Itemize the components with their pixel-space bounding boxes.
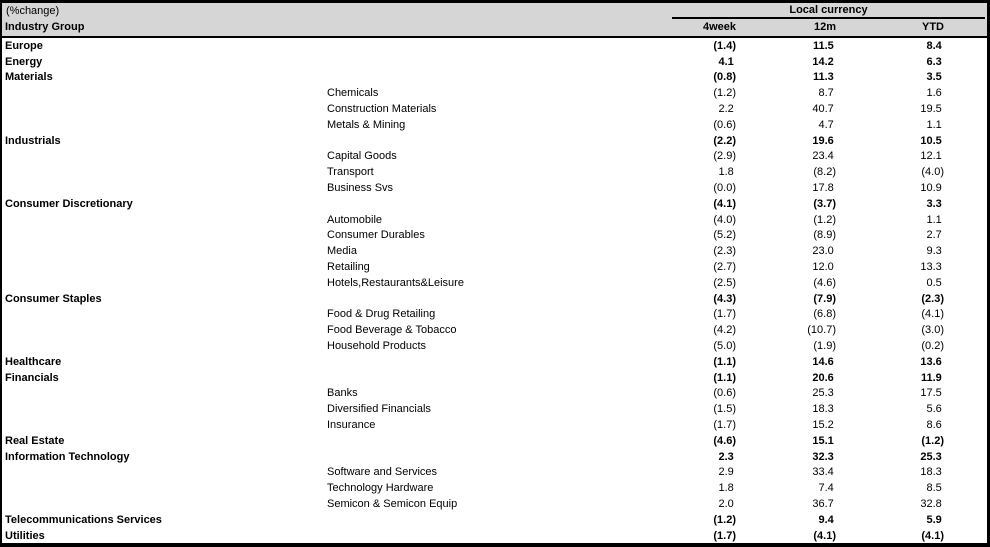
value-cell: (0.2): [921, 340, 944, 353]
value-cell: 8.7: [818, 87, 836, 100]
value-cell: (7.9): [813, 292, 836, 305]
value-cell: (3.0): [921, 324, 944, 337]
industry-group-row: [2, 528, 987, 544]
spacer-cell: [948, 70, 987, 86]
row-label: Healthcare: [5, 355, 62, 368]
value-cell: 15.1: [812, 434, 836, 447]
value-cell: (1.9): [813, 340, 836, 353]
industry-sub-row: [2, 228, 987, 244]
spacer-cell: [948, 243, 987, 259]
value-cell: (1.2): [713, 513, 736, 526]
row-label: Diversified Financials: [327, 403, 431, 416]
spacer-cell: [948, 449, 987, 465]
row-label: Capital Goods: [327, 150, 397, 163]
value-cell: (8.2): [813, 166, 836, 179]
row-label: Automobile: [327, 213, 383, 226]
row-label: Business Svs: [327, 182, 394, 195]
spacer-cell: [948, 259, 987, 275]
industry-group-row: [2, 38, 987, 54]
value-cell: (4.2): [713, 324, 736, 337]
value-cell: (0.6): [713, 387, 736, 400]
value-cell: (4.0): [921, 166, 944, 179]
value-cell: (2.9): [713, 150, 736, 163]
industry-group-row: [2, 449, 987, 465]
value-cell: (4.6): [813, 276, 836, 289]
value-cell: 8.5: [926, 482, 944, 495]
industry-sub-row: [2, 401, 987, 417]
value-cell: 18.3: [920, 466, 944, 479]
value-cell: (1.2): [921, 434, 944, 447]
header-row-currency: [2, 3, 987, 19]
value-cell: 32.8: [920, 498, 944, 510]
value-cell: 1.6: [926, 87, 944, 100]
value-cell: 23.4: [812, 150, 836, 163]
value-cell: (3.7): [813, 197, 836, 210]
value-cell: (2.5): [713, 276, 736, 289]
value-cell: 40.7: [812, 103, 836, 116]
row-label: Consumer Staples: [5, 292, 102, 305]
industry-sub-row: [2, 465, 987, 481]
industry-group-row: [2, 54, 987, 70]
spacer-cell: [948, 180, 987, 196]
row-label: Household Products: [327, 340, 427, 353]
spacer-cell: [948, 54, 987, 70]
spacer-cell: [948, 101, 987, 117]
value-cell: (2.3): [713, 245, 736, 258]
value-cell: (1.7): [713, 419, 736, 432]
industry-group-row: [2, 133, 987, 149]
spacer-cell: [948, 164, 987, 180]
row-label: Information Technology: [5, 450, 130, 463]
value-cell: 12.0: [812, 261, 836, 274]
row-label: Technology Hardware: [327, 482, 434, 495]
industry-sub-row: [2, 149, 987, 165]
value-cell: 3.5: [926, 71, 944, 84]
value-cell: 13.6: [920, 355, 944, 368]
industry-group-row: [2, 370, 987, 386]
spacer-cell: [948, 354, 987, 370]
column-header-grid: [2, 19, 987, 36]
industry-sub-row: [2, 164, 987, 180]
industry-group-row: [2, 354, 987, 370]
value-cell: (4.1): [921, 529, 944, 542]
column-header-4week: 4week: [702, 21, 736, 33]
value-cell: (1.5): [713, 403, 736, 416]
industry-sub-row: [2, 386, 987, 402]
industry-sub-row: [2, 101, 987, 117]
value-cell: 15.2: [812, 419, 836, 432]
value-cell: (0.8): [713, 71, 736, 84]
industry-group-row: [2, 291, 987, 307]
value-cell: (1.4): [713, 39, 736, 52]
spacer-cell: [948, 338, 987, 354]
value-cell: 3.3: [926, 197, 944, 210]
value-cell: 9.3: [926, 245, 944, 258]
value-cell: (1.1): [713, 355, 736, 368]
value-cell: (2.7): [713, 261, 736, 274]
value-cell: (1.7): [713, 529, 736, 542]
spacer-cell: [948, 275, 987, 291]
spacer-cell: [948, 228, 987, 244]
industry-sub-row: [2, 322, 987, 338]
value-cell: (5.0): [713, 340, 736, 353]
table-header: [2, 3, 987, 38]
value-cell: 4.7: [818, 118, 836, 131]
industry-group-row: [2, 196, 987, 212]
row-label: Media: [327, 245, 357, 258]
row-label: Consumer Discretionary: [5, 197, 133, 210]
header-row-columns: [2, 19, 987, 36]
value-cell: 8.6: [926, 419, 944, 432]
value-cell: (0.6): [713, 118, 736, 131]
value-cell: 33.4: [812, 466, 836, 479]
spacer-cell: [948, 496, 987, 512]
row-label: Consumer Durables: [327, 229, 425, 242]
value-cell: 10.9: [920, 182, 944, 195]
value-cell: (1.2): [813, 213, 836, 226]
value-cell: 19.5: [920, 103, 944, 116]
value-cell: (6.8): [813, 308, 836, 321]
spacer-cell: [948, 38, 987, 54]
value-cell: 14.6: [812, 355, 836, 368]
spacer-cell: [948, 307, 987, 323]
value-cell: 13.3: [920, 261, 944, 274]
row-label: Materials: [5, 71, 53, 84]
industry-sub-row: [2, 417, 987, 433]
row-label: Telecommunications Services: [5, 513, 162, 526]
industry-sub-row: [2, 117, 987, 133]
value-cell: 2.0: [718, 498, 736, 510]
row-label: Utilities: [5, 529, 45, 542]
spacer-cell: [948, 291, 987, 307]
row-label: Banks: [327, 387, 358, 400]
value-cell: 1.8: [718, 482, 736, 495]
value-cell: 25.3: [920, 450, 944, 463]
value-cell: (0.0): [713, 182, 736, 195]
industry-sub-row: [2, 212, 987, 228]
industry-sub-row: [2, 480, 987, 496]
row-label: Energy: [5, 55, 43, 68]
column-header-ytd: YTD: [922, 21, 944, 33]
value-cell: (4.3): [713, 292, 736, 305]
value-cell: 18.3: [812, 403, 836, 416]
spacer-cell: [948, 149, 987, 165]
spacer-cell: [948, 401, 987, 417]
data-grid: [2, 38, 987, 544]
value-cell: (5.2): [713, 229, 736, 242]
value-cell: (1.1): [713, 371, 736, 384]
value-cell: (2.2): [713, 134, 736, 147]
value-cell: (1.7): [713, 308, 736, 321]
value-cell: 19.6: [812, 134, 836, 147]
row-label: Financials: [5, 371, 59, 384]
industry-sub-row: [2, 243, 987, 259]
row-label: Semicon & Semicon Equip: [327, 498, 458, 510]
row-label: Food & Drug Retailing: [327, 308, 436, 321]
value-cell: 23.0: [812, 245, 836, 258]
spacer-cell: [948, 512, 987, 528]
value-cell: 17.5: [920, 387, 944, 400]
value-cell: 32.3: [812, 450, 836, 463]
value-cell: (1.2): [713, 87, 736, 100]
spacer-cell: [948, 85, 987, 101]
value-cell: 5.9: [926, 513, 944, 526]
value-cell: 11.3: [812, 71, 836, 84]
value-cell: (4.1): [813, 529, 836, 542]
value-cell: 1.1: [926, 118, 944, 131]
value-cell: (10.7): [807, 324, 836, 337]
row-label: Construction Materials: [327, 103, 437, 116]
industry-sub-row: [2, 85, 987, 101]
value-cell: 2.2: [718, 103, 736, 116]
value-cell: (4.1): [921, 308, 944, 321]
value-cell: 0.5: [926, 276, 944, 289]
column-header-industry-group: Industry Group: [5, 21, 85, 33]
row-label: Metals & Mining: [327, 118, 406, 131]
currency-group-header: Local currency: [672, 3, 985, 19]
spacer-cell: [948, 322, 987, 338]
value-cell: 1.8: [718, 166, 736, 179]
row-label: Industrials: [5, 134, 61, 147]
value-cell: 5.6: [926, 403, 944, 416]
row-label: Transport: [327, 166, 374, 179]
value-cell: 36.7: [812, 498, 836, 510]
row-label: Insurance: [327, 419, 376, 432]
value-cell: 10.5: [920, 134, 944, 147]
value-cell: (4.6): [713, 434, 736, 447]
spacer-cell: [948, 196, 987, 212]
value-cell: 14.2: [812, 55, 836, 68]
industry-sub-row: [2, 259, 987, 275]
spacer-cell: [948, 480, 987, 496]
row-label: Chemicals: [327, 87, 379, 100]
value-cell: (8.9): [813, 229, 836, 242]
row-label: Retailing: [327, 261, 370, 274]
spacer-cell: [948, 417, 987, 433]
industry-sub-row: [2, 180, 987, 196]
value-cell: 2.3: [718, 450, 736, 463]
value-cell: 11.9: [920, 371, 944, 384]
industry-sub-row: [2, 496, 987, 512]
industry-group-row: [2, 70, 987, 86]
table-body: [2, 38, 987, 544]
column-header-12m: 12m: [813, 21, 836, 33]
row-label: Europe: [5, 39, 43, 52]
value-cell: 20.6: [812, 371, 836, 384]
spacer-cell: [948, 370, 987, 386]
value-cell: (4.1): [713, 197, 736, 210]
spacer-cell: [948, 433, 987, 449]
industry-sub-row: [2, 275, 987, 291]
spacer-cell: [948, 19, 987, 36]
value-cell: 8.4: [926, 39, 944, 52]
value-cell: 17.8: [812, 182, 836, 195]
value-cell: 2.9: [718, 466, 736, 479]
value-cell: 6.3: [926, 55, 944, 68]
row-label: Hotels,Restaurants&Leisure: [327, 276, 464, 289]
row-label: Real Estate: [5, 434, 65, 447]
spacer-cell: [948, 133, 987, 149]
industry-sub-row: [2, 307, 987, 323]
value-cell: 2.7: [926, 229, 944, 242]
value-cell: 25.3: [812, 387, 836, 400]
value-cell: 9.4: [818, 513, 836, 526]
value-cell: 7.4: [818, 482, 836, 495]
spacer-cell: [948, 465, 987, 481]
spacer-cell: [948, 117, 987, 133]
spacer-cell: [948, 528, 987, 544]
value-cell: 1.1: [926, 213, 944, 226]
industry-group-row: [2, 433, 987, 449]
spacer-cell: [948, 386, 987, 402]
value-cell: 4.1: [718, 55, 736, 68]
row-label: Software and Services: [327, 466, 438, 479]
industry-group-row: [2, 512, 987, 528]
value-cell: (2.3): [921, 292, 944, 305]
value-cell: 12.1: [920, 150, 944, 163]
value-cell: (4.0): [713, 213, 736, 226]
unit-label: (%change): [6, 5, 60, 17]
value-cell: 11.5: [812, 39, 836, 52]
row-label: Food Beverage & Tobacco: [327, 324, 457, 337]
spacer-cell: [948, 212, 987, 228]
industry-sub-row: [2, 338, 987, 354]
